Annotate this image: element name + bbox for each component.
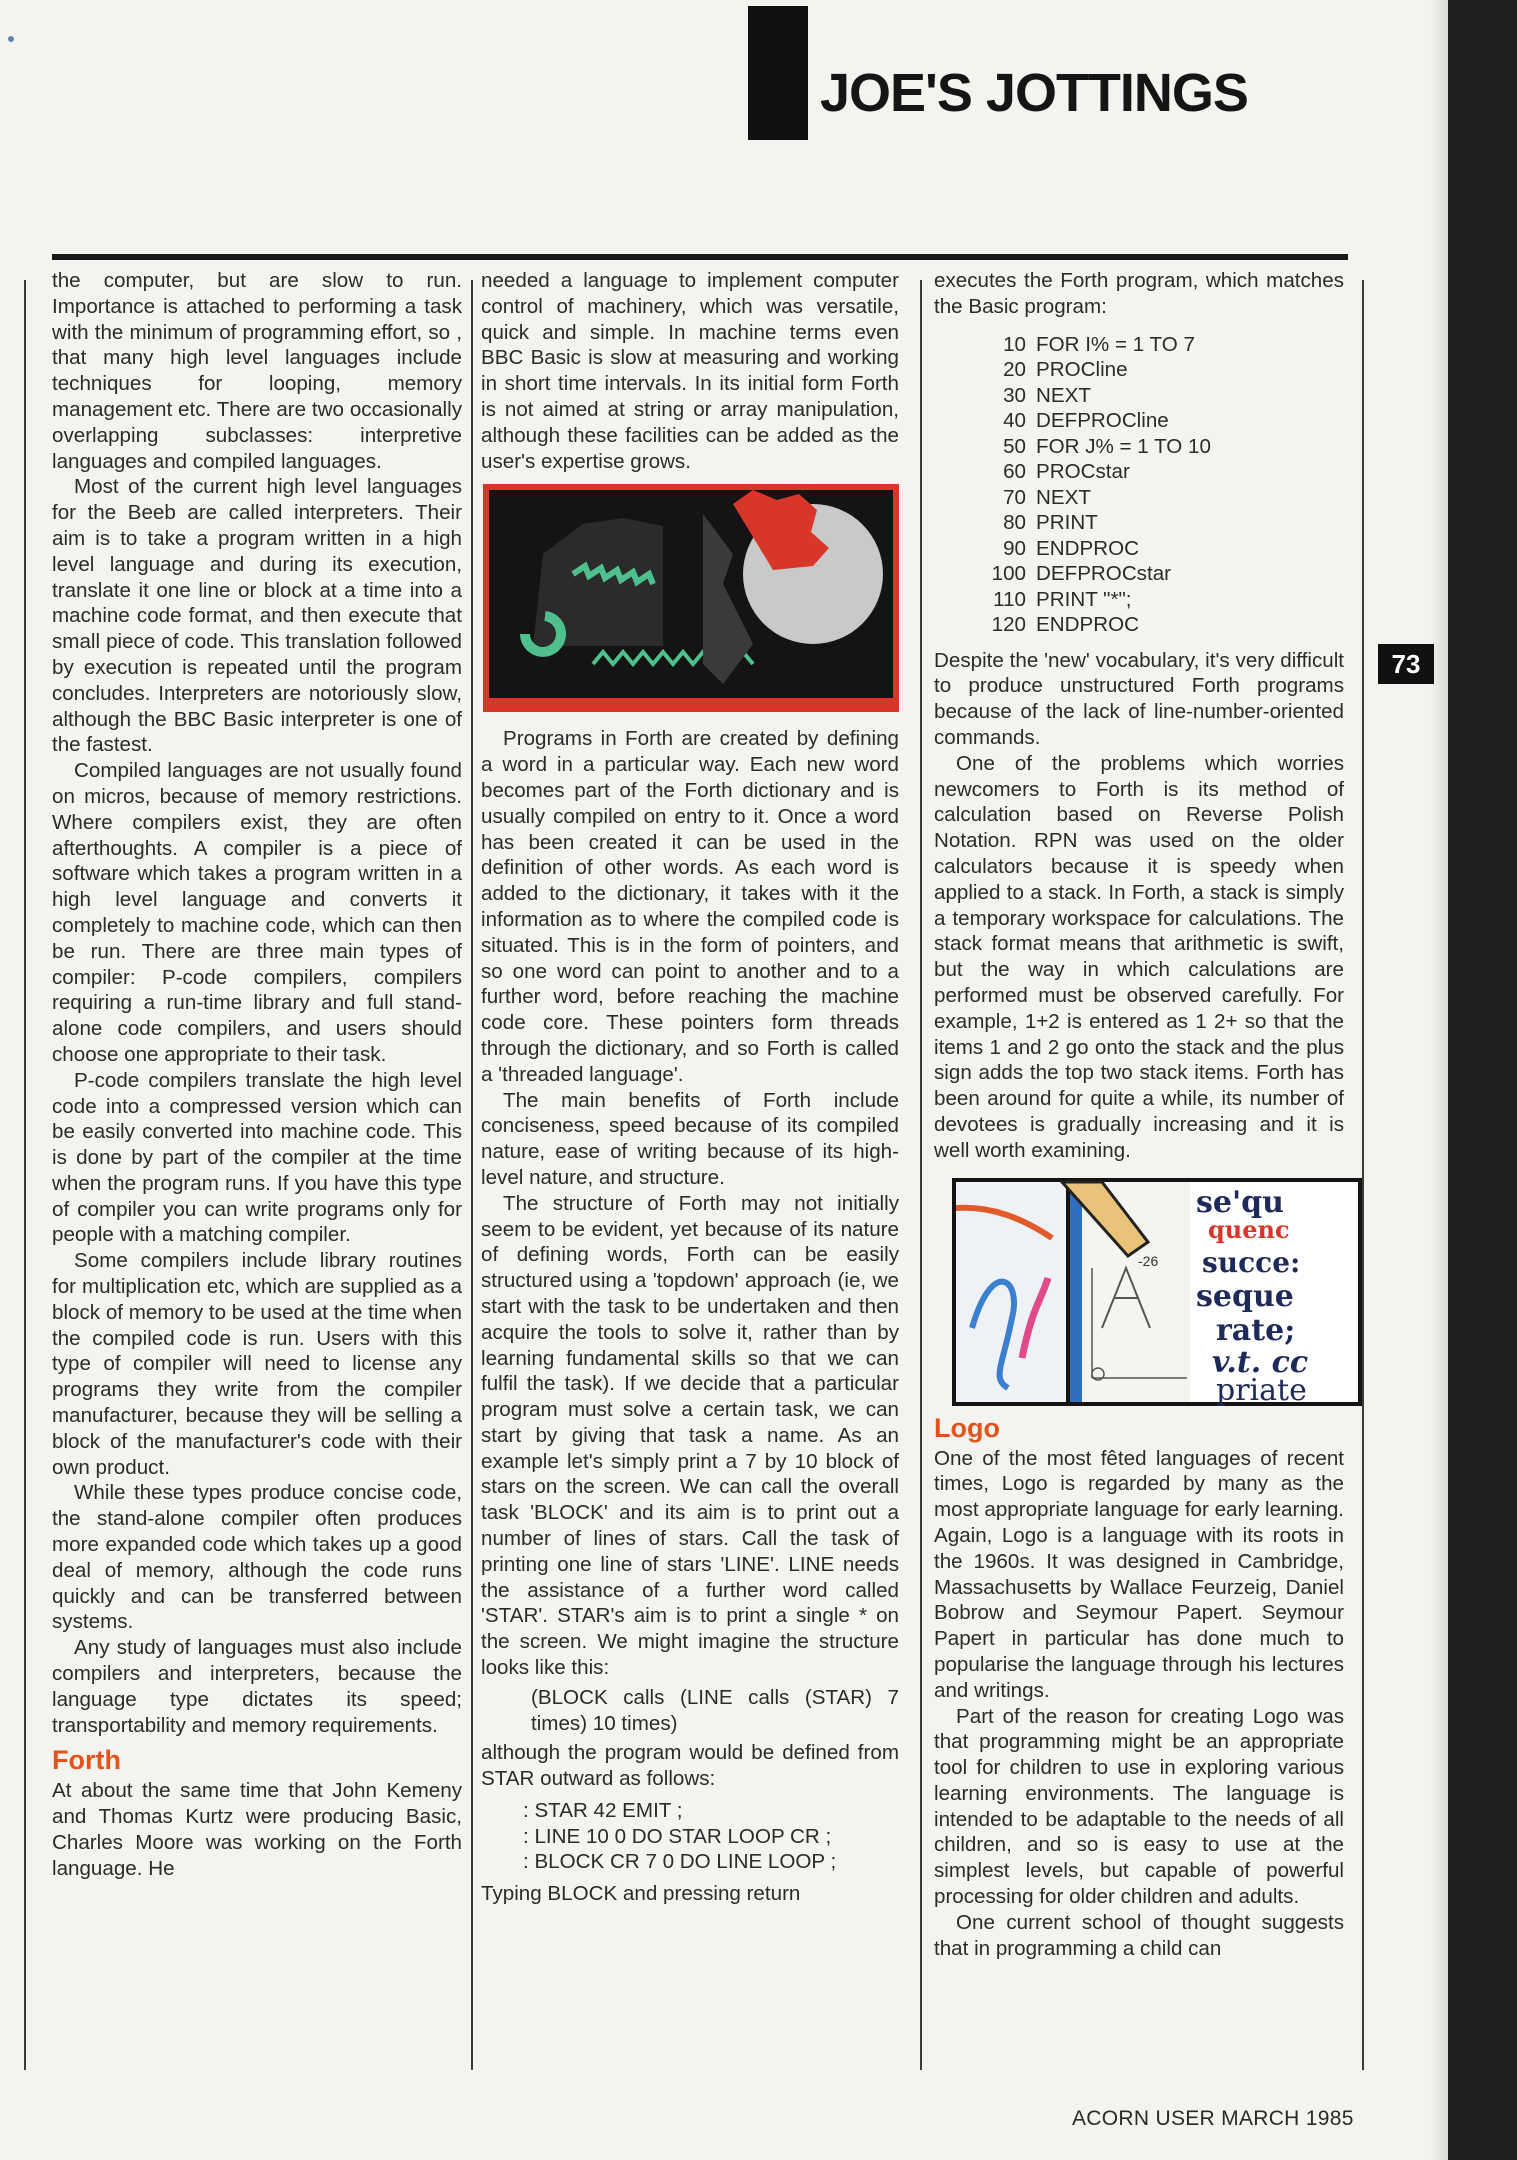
paragraph: Programs in Forth are created by defining a word in a particular way. Each new word becomes part of the Forth dictionary and is usually compiled on entry to it. Once a word has been created it can be used in the definition of other words. As each word is added to the dictionary, it takes with it the information as to where the compiled code is situated. This is in the form of pointers, and so one word can point to another and to a further word, before reaching the machine code core. These pointers form threads through the dictionary, and so Forth is called a 'threaded language'.	[481, 727, 899, 1086]
dictionary-illustration	[952, 1178, 1362, 1406]
paragraph: One of the problems which worries newcomers to Forth is its method of calculation based on Reverse Polish Notation. RPN was used on the older calculators because it is speedy when applied to a stack. In Forth, a stack is simply a temporary workspace for calculations. The stack format means that arithmetic is swift, but the way in which calculations are performed must be observed carefully. For example, 1+2 is entered as 1 2+ so that the items 1 and 2 go onto the stack and the plus sign adds the top two stack items. Forth has been around for quite a while, its number of devotees is gradually increasing and it is well worth examining.	[934, 751, 1344, 1162]
paragraph: although the program would be defined from STAR outward as follows:	[481, 1741, 899, 1791]
listing-row: 40 DEFPROCline	[1003, 409, 1169, 433]
paragraph: Despite the 'new' vocabulary, it's very difficult to produce unstructured Forth programs because of the lack of line-number-oriented commands.	[934, 648, 1344, 749]
code-line: : BLOCK CR 7 0 DO LINE LOOP ;	[523, 1850, 837, 1874]
paragraph: One of the most fêted languages of recent times, Logo is regarded by many as the most appropriate language for early learning. Again, Logo is a language with its roots in the 1960s. It was designed in Cambridge, Massachusetts by Wallace Feurzeig, Daniel Bobrow and Seymour Papert. Seymour Papert in particular has done much to popularise the language through his lectures and writings.	[934, 1446, 1344, 1702]
binding-edge	[1448, 0, 1517, 2160]
column-divider	[471, 280, 473, 2070]
paragraph: Some compilers include library routines for multiplication etc, which are supplied as a block of memory to be used at the time when the compiled code is run. Users with this type of compiler will need to license any programs they write from the compiler manufacturer, because they will be selling a block of the manufacturer's code with their own product.	[52, 1249, 462, 1479]
column-1	[52, 268, 462, 1882]
column-3	[934, 268, 1344, 1961]
dictionary-word: se'qu	[1196, 1184, 1284, 1220]
listing-row: 50 FOR J% = 1 TO 10	[1003, 434, 1211, 458]
paragraph: The structure of Forth may not initially seem to be evident, yet because of its nature of defining words, Forth can be easily structured using a 'topdown' approach (ie, we start with the task to be undertaken and then acquire the tools to solve it, rather than by learning fundamental skills so that we can fulfil the task). If we decide that a particular program must solve a certain task, we can start by giving that task a name. As an example let's simply print a 7 by 10 block of stars on the screen. We can call the overall task 'BLOCK' and its aim is to print out a number of lines of stars. Call the task of printing one line of stars 'LINE'. LINE needs the assistance of a further word called 'STAR'. STAR's aim is to print a single * on the screen. We might imagine the structure looks like this:	[481, 1191, 899, 1680]
column-divider	[920, 280, 922, 2070]
paragraph: the computer, but are slow to run. Importance is attached to performing a task with the minimum of programming effort, so , that many high level languages include techniques for looping, memory management etc. There are two occasionally overlapping subclasses: interpretive languages and compiled languages.	[52, 269, 462, 473]
listing-row: 10 FOR I% = 1 TO 7	[1003, 332, 1195, 356]
listing-row: 90 ENDPROC	[1003, 536, 1139, 560]
page-footer: ACORN USER MARCH 1985	[1072, 2107, 1354, 2130]
header-rule	[52, 254, 1348, 260]
paragraph: At about the same time that John Kemeny and Thomas Kurtz were producing Basic, Charles Moore was working on the Forth language. He	[52, 1779, 462, 1880]
header-bar	[748, 6, 808, 140]
code-line: : LINE 10 0 DO STAR LOOP CR ;	[523, 1824, 832, 1848]
column-2	[481, 268, 899, 1906]
page-curl	[1430, 0, 1448, 2160]
column-divider	[24, 280, 26, 2070]
listing-row: 60 PROCstar	[1003, 460, 1130, 484]
print-dot	[8, 36, 14, 42]
dictionary-word: priate	[1216, 1372, 1307, 1406]
paragraph: Typing BLOCK and pressing return	[481, 1881, 801, 1905]
listing-row: 100 DEFPROCstar	[991, 562, 1172, 586]
page-number-tab: 73	[1378, 644, 1434, 684]
listing-row: 120 ENDPROC	[991, 613, 1139, 637]
section-heading-logo: Logo	[934, 1412, 1000, 1443]
listing-row: 80 PRINT	[1003, 511, 1098, 535]
paragraph: The main benefits of Forth include conciseness, speed because of its compiled nature, ease of writing because of its high-level nature, and structure.	[481, 1088, 899, 1189]
page-title: JOE'S JOTTINGS	[820, 63, 1248, 123]
listing-row: 110 PRINT "*";	[993, 587, 1132, 611]
paragraph: Any study of languages must also include compilers and interpreters, because the language type dictates its speed; transportability and memory requirements.	[52, 1636, 462, 1737]
listing-row: 70 NEXT	[1003, 485, 1091, 509]
paragraph: While these types produce concise code, the stand-alone compiler often produces more expanded code which takes up a good deal of memory, although the code runs quickly and can be transferred between systems.	[52, 1481, 462, 1634]
section-heading-forth: Forth	[52, 1745, 121, 1776]
basic-listing	[984, 332, 1284, 638]
dictionary-word: v.t. cc	[1212, 1344, 1309, 1380]
block-example: (BLOCK calls (LINE calls (STAR) 7 times) 10 times)	[531, 1685, 899, 1735]
paragraph: Compiled languages are not usually found on micros, because of memory restrictions. Where compilers exist, they are often afterthoughts. A compiler is a piece of software which takes a program written in a high level language and converts it completely to machine code, which can then be run. There are three main types of compiler: P-code compilers, compilers requiring a run-time library and full stand-alone code compilers, and users should choose one appropriate to their task.	[52, 759, 462, 1066]
gears-illustration	[483, 484, 899, 712]
column-divider	[1362, 280, 1364, 2070]
paragraph: One current school of thought suggests that in programming a child can	[934, 1910, 1344, 1960]
forth-code-listing	[523, 1798, 899, 1875]
listing-row: 30 NEXT	[1003, 383, 1091, 407]
dictionary-word: rate;	[1216, 1312, 1296, 1348]
code-line: : STAR 42 EMIT ;	[523, 1799, 683, 1823]
dictionary-word: seque	[1196, 1278, 1294, 1314]
ruler-mark: -26	[1138, 1252, 1159, 1269]
paragraph: Most of the current high level languages for the Beeb are called interpreters. Their aim is to take a program written in a high level language and during its execution, translate it one line or block at a time into a machine code format, and then execute that small piece of code. This translation followed by execution is repeated until the program concludes. Interpreters are notoriously slow, although the BBC Basic interpreter is one of the fastest.	[52, 475, 462, 757]
paragraph: Part of the reason for creating Logo was that programming might be an appropriate tool for children to use in exploring various learning environments. The language is intended to be adaptable to the needs of all children, and so is easy to use at the simplest levels, but capable of powerful processing for older children and adults.	[934, 1704, 1344, 1909]
paragraph: executes the Forth program, which matches the Basic program:	[934, 269, 1344, 318]
listing-row: 20 PROCline	[1003, 358, 1128, 382]
dictionary-word: quenc	[1208, 1214, 1290, 1244]
dictionary-word: succe:	[1202, 1245, 1301, 1279]
paragraph: needed a language to implement computer control of machinery, which was versatile, quick and simple. In machine terms even BBC Basic is slow at measuring and working in short time intervals. In its initial form Forth is not aimed at string or array manipulation, although these facilities can be added as the user's expertise grows.	[481, 269, 899, 473]
paragraph: P-code compilers translate the high level code into a compressed version which can be easily converted into machine code. This is done by part of the compiler at the time when the program runs. If you have this type of compiler you can write programs only for people with a matching compiler.	[52, 1068, 462, 1247]
